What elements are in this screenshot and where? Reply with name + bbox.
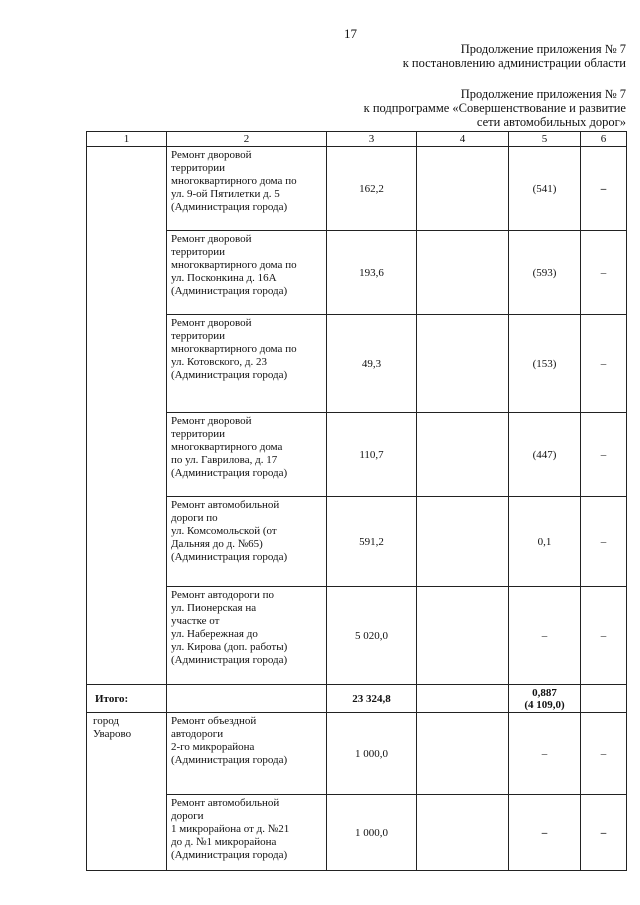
col4-cell bbox=[417, 147, 509, 231]
col5-cell: 0,1 bbox=[509, 497, 581, 587]
column-number: 5 bbox=[509, 132, 581, 147]
work-description: Ремонт дворовой территории многоквартирного дома по ул. Посконкина д. 16А (Администрация города) bbox=[167, 231, 327, 315]
total-col4 bbox=[417, 685, 509, 713]
amount-cell: 49,3 bbox=[327, 315, 417, 413]
total-amount: 23 324,8 bbox=[327, 685, 417, 713]
amount-cell: 591,2 bbox=[327, 497, 417, 587]
col5-cell: (153) bbox=[509, 315, 581, 413]
col4-cell bbox=[417, 713, 509, 795]
col6-cell: – bbox=[581, 147, 627, 231]
col5-cell: (593) bbox=[509, 231, 581, 315]
col5-cell: (447) bbox=[509, 413, 581, 497]
table-row bbox=[87, 147, 627, 231]
work-description: Ремонт дворовой территории многоквартирного дома по ул. Гаврилова, д. 17 (Администрация города) bbox=[167, 413, 327, 497]
col5-cell: – bbox=[509, 713, 581, 795]
col4-cell bbox=[417, 587, 509, 685]
col6-cell: – bbox=[581, 413, 627, 497]
amount-cell: 1 000,0 bbox=[327, 795, 417, 871]
col6-cell: – bbox=[581, 795, 627, 871]
column-number: 4 bbox=[417, 132, 509, 147]
col6-cell: – bbox=[581, 315, 627, 413]
work-description: Ремонт объездной автодороги 2-го микрорайона (Администрация города) bbox=[167, 713, 327, 795]
total-empty-cell bbox=[167, 685, 327, 713]
page-number: 17 bbox=[344, 26, 357, 41]
header-line: Продолжение приложения № 7 bbox=[460, 42, 626, 56]
appendix-header bbox=[403, 42, 626, 70]
table-row bbox=[87, 713, 627, 795]
region-cell-empty bbox=[87, 147, 167, 685]
col6-cell: – bbox=[581, 587, 627, 685]
header-line: сети автомобильных дорог» bbox=[476, 115, 626, 129]
subprogram-header bbox=[364, 87, 626, 129]
table-row bbox=[87, 413, 627, 497]
region-cell: город Уварово bbox=[87, 713, 167, 871]
col6-cell: – bbox=[581, 713, 627, 795]
table-row bbox=[87, 315, 627, 413]
work-description: Ремонт автомобильной дороги по ул. Комсомольской (от Дальняя до д. №65) (Администрация города) bbox=[167, 497, 327, 587]
amount-cell: 162,2 bbox=[327, 147, 417, 231]
total-row bbox=[87, 685, 627, 713]
work-description: Ремонт дворовой территории многоквартирного дома по ул. Котовского, д. 23 (Администрация города) bbox=[167, 315, 327, 413]
column-number: 6 bbox=[581, 132, 627, 147]
col5-cell: – bbox=[509, 795, 581, 871]
column-number-row bbox=[87, 132, 627, 147]
column-number: 1 bbox=[87, 132, 167, 147]
column-number: 3 bbox=[327, 132, 417, 147]
col4-cell bbox=[417, 497, 509, 587]
amount-cell: 5 020,0 bbox=[327, 587, 417, 685]
col6-cell: – bbox=[581, 231, 627, 315]
col6-cell: – bbox=[581, 497, 627, 587]
col5-cell: (541) bbox=[509, 147, 581, 231]
total-label: Итого: bbox=[87, 685, 167, 713]
table-row bbox=[87, 587, 627, 685]
amount-cell: 110,7 bbox=[327, 413, 417, 497]
column-number: 2 bbox=[167, 132, 327, 147]
header-line: Продолжение приложения № 7 bbox=[460, 87, 626, 101]
amount-cell: 193,6 bbox=[327, 231, 417, 315]
total-col5: 0,887 (4 109,0) bbox=[509, 685, 581, 713]
work-description: Ремонт автомобильной дороги 1 микрорайона от д. №21 до д. №1 микрорайона (Администрация города) bbox=[167, 795, 327, 871]
col4-cell bbox=[417, 231, 509, 315]
work-description: Ремонт автодороги по ул. Пионерская на участке от ул. Набережная до ул. Кирова (доп. работы) (Администрация города) bbox=[167, 587, 327, 685]
col5-cell: – bbox=[509, 587, 581, 685]
col4-cell bbox=[417, 315, 509, 413]
table-row bbox=[87, 497, 627, 587]
table-row bbox=[87, 795, 627, 871]
header-line: к подпрограмме «Совершенствование и развитие bbox=[363, 101, 626, 115]
amount-cell: 1 000,0 bbox=[327, 713, 417, 795]
works-table bbox=[86, 131, 627, 871]
table-row bbox=[87, 231, 627, 315]
col4-cell bbox=[417, 413, 509, 497]
work-description: Ремонт дворовой территории многоквартирного дома по ул. 9-ой Пятилетки д. 5 (Администрация города) bbox=[167, 147, 327, 231]
header-line: к постановлению администрации области bbox=[402, 56, 626, 70]
total-col6 bbox=[581, 685, 627, 713]
col4-cell bbox=[417, 795, 509, 871]
